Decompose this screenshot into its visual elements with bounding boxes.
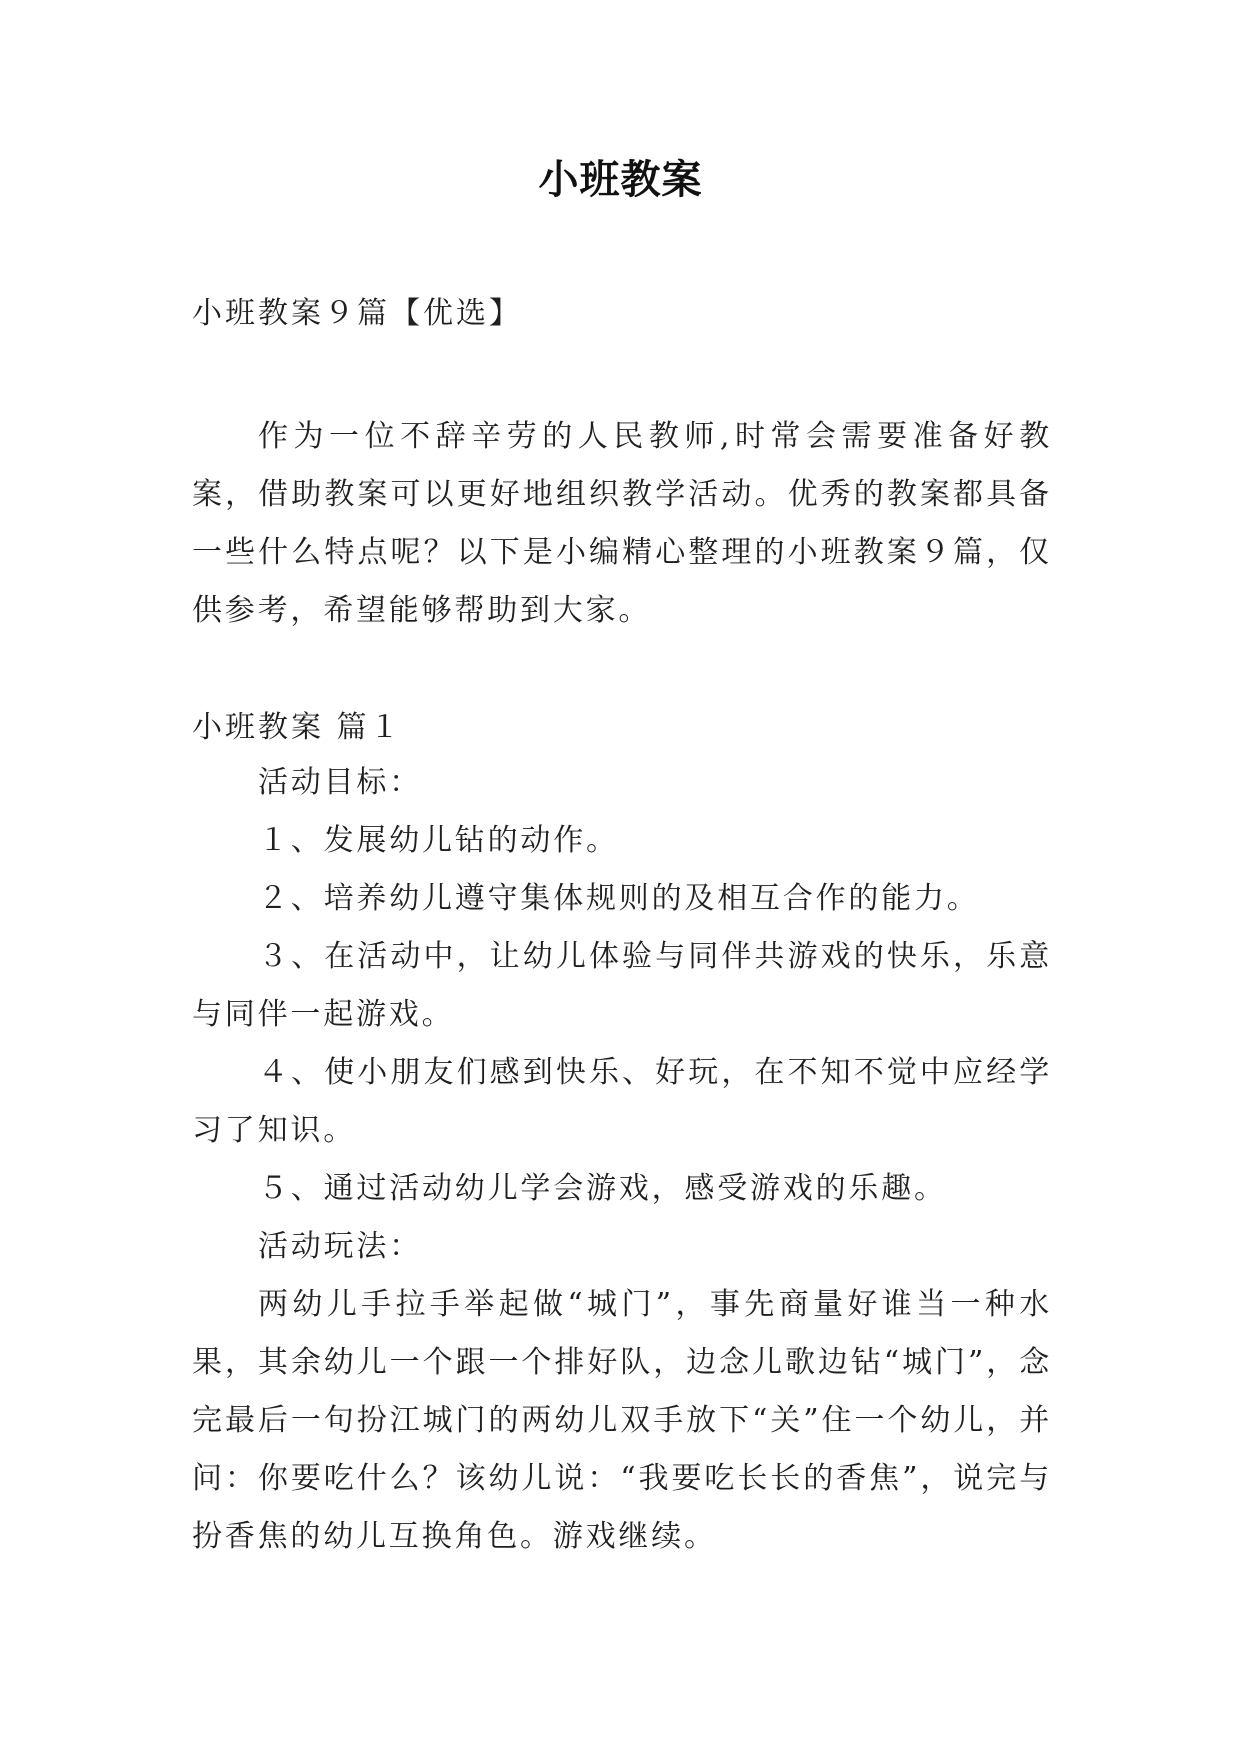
- play-heading: 活动玩法：: [258, 1229, 422, 1264]
- goal-item: ３、在活动中，让幼儿体验与同伴共游戏的快乐，乐意与同伴一起游戏。: [192, 939, 1052, 1032]
- document-title: 小班教案: [538, 157, 703, 203]
- goal-item: ５、通过活动幼儿学会游戏，感受游戏的乐趣。: [258, 1171, 947, 1206]
- document-subtitle: 小班教案９篇【优选】: [192, 296, 522, 331]
- goal-item: １、发展幼儿钻的动作。: [258, 823, 619, 858]
- goal-item: ２、培养幼儿遵守集体规则的及相互合作的能力。: [258, 881, 980, 916]
- goal-item: ４、使小朋友们感到快乐、好玩，在不知不觉中应经学习了知识。: [192, 1055, 1052, 1148]
- play-paragraph: 两幼儿手拉手举起做“城门”，事先商量好谁当一种水果，其余幼儿一个跟一个排好队，边念儿歌边钻“城门”，念完最后一句扮江城门的两幼儿双手放下“关”住一个幼儿，并问：你要吃什么？该幼儿说：“我要吃长长的香焦”，说完与扮香焦的幼儿互换角色。游戏继续。: [192, 1287, 1052, 1554]
- section-heading: 小班教案 篇１: [192, 710, 403, 745]
- goals-heading: 活动目标：: [258, 765, 422, 800]
- intro-paragraph: 作为一位不辞辛劳的人民教师,时常会需要准备好教案，借助教案可以更好地组织教学活动。优秀的教案都具备一些什么特点呢？以下是小编精心整理的小班教案９篇，仅供参考，希望能够帮助到大家。: [192, 419, 1052, 628]
